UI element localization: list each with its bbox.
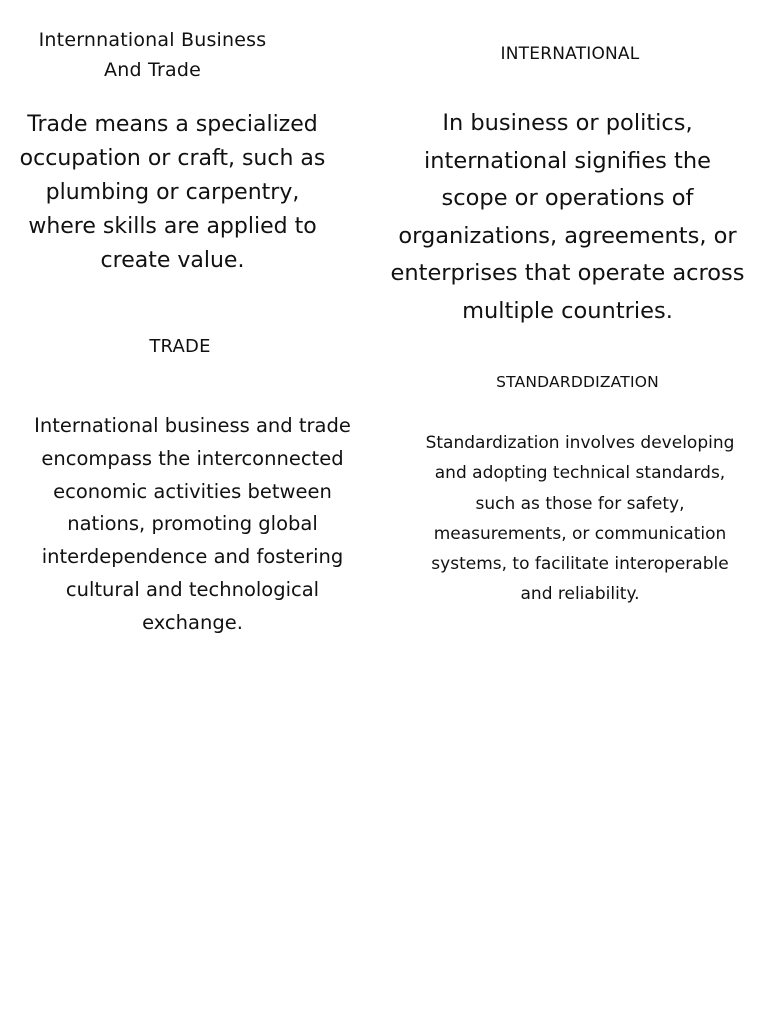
trade-heading: TRADE: [149, 336, 211, 357]
paragraph-line: such as those for safety,: [475, 493, 685, 514]
paragraph-line: systems, to facilitate interoperable: [431, 554, 729, 575]
paragraph-line: measurements, or communication: [433, 523, 727, 544]
paragraph-line: economic activities between: [53, 479, 332, 503]
paragraph-line: In business or politics,: [442, 110, 693, 136]
paragraph-line: International business and trade: [34, 414, 351, 437]
paragraph-line: cultural and technological: [65, 577, 320, 601]
international-definition-paragraph: [385, 105, 750, 330]
paragraph-line: scope or operations of: [441, 185, 694, 211]
international-heading: INTERNATIONAL: [500, 44, 640, 64]
paragraph-line: exchange.: [142, 610, 243, 634]
paragraph-line: organizations, agreements, or: [398, 222, 737, 249]
international-business-trade-paragraph: [20, 410, 365, 640]
paragraph-line: create value.: [100, 248, 245, 273]
paragraph-line: encompass the interconnected: [41, 446, 344, 470]
paragraph-line: and reliability.: [520, 584, 640, 605]
paragraph-line: Trade means a specialized: [27, 112, 318, 137]
standardization-definition-paragraph: [405, 428, 755, 610]
paragraph-line: occupation or craft, such as: [19, 146, 326, 171]
document-title: [20, 25, 285, 85]
standardization-heading: STANDARDDIZATION: [496, 373, 659, 391]
paragraph-line: nations, promoting global: [67, 512, 318, 536]
paragraph-line: multiple countries.: [462, 297, 673, 324]
paragraph-line: interdependence and fostering: [41, 545, 344, 569]
paragraph-line: plumbing or carpentry,: [45, 180, 300, 205]
paragraph-line: and adopting technical standards,: [434, 463, 726, 484]
paragraph-line: where skills are applied to: [28, 214, 317, 239]
paragraph-line: enterprises that operate across: [390, 260, 745, 286]
title-line: And Trade: [104, 59, 201, 81]
title-line: Internnational Business: [38, 29, 267, 51]
trade-definition-paragraph: [10, 108, 335, 278]
paragraph-line: international signifies the: [424, 147, 711, 174]
paragraph-line: Standardization involves developing: [425, 433, 735, 453]
